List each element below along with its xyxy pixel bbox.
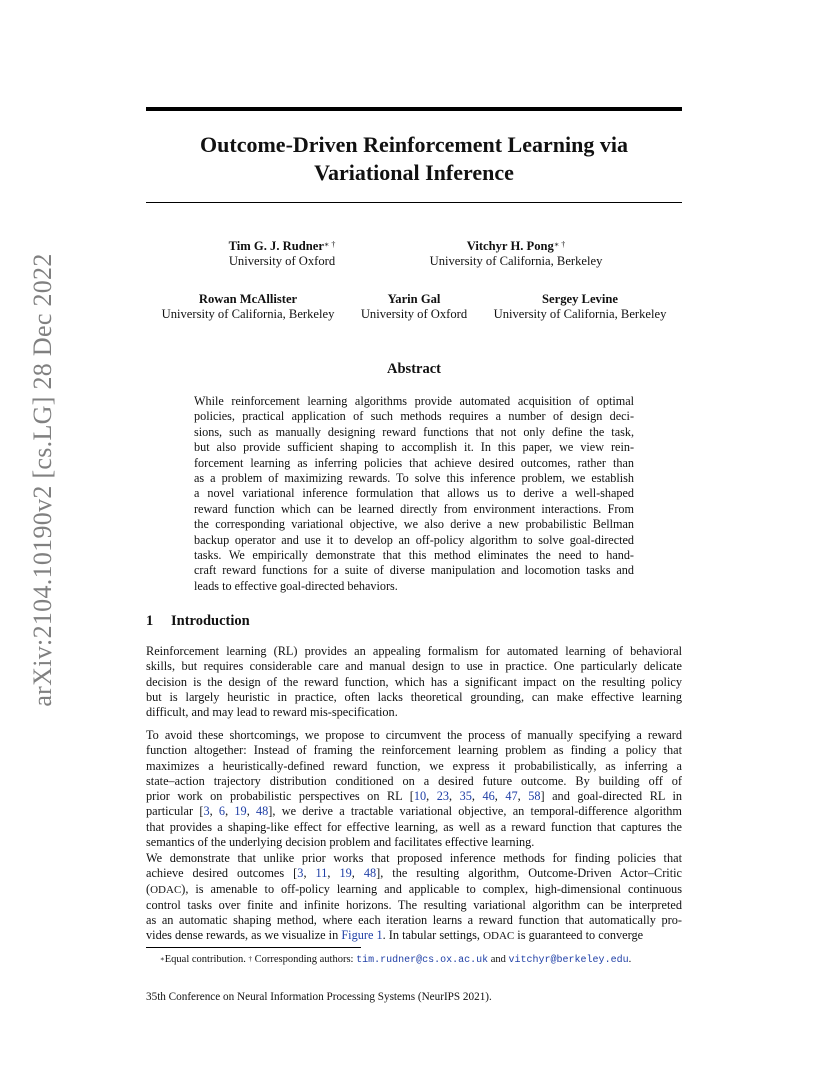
text-line: While reinforcement learning algorithms provide automated acquisition of optimal [194, 394, 634, 408]
title-line-1: Outcome-Driven Reinforcement Learning via [200, 132, 628, 157]
author-affiliation: University of Oxford [360, 307, 468, 321]
author-name: Tim G. J. Rudner∗ † [228, 239, 336, 253]
paper-title [146, 131, 682, 187]
text-line: leads to effective goal-directed behaviors. [194, 578, 398, 593]
text-line: vides dense rewards, as we visualize in Figure 1. In tabular settings, ODAC is guaranteed to converge [146, 928, 644, 943]
text-line: but also provide sufficient shaping to accomplish it. In this paper, we view rein- [194, 440, 634, 455]
title-top-rule [146, 107, 682, 111]
text-line: difficult, and may lead to reward mis-specification. [146, 705, 398, 720]
author-affiliation: University of California, Berkeley [161, 307, 335, 321]
text-line: reward function which can be learned directly from environment interactions. From [194, 501, 634, 516]
text-line: tasks. We empirically demonstrate that this method eliminates the need to hand- [194, 548, 634, 563]
text-line: a novel variational inference formulation that allows us to derive a well-shaped [194, 486, 634, 501]
text-line: achieve desired outcomes [3, 11, 19, 48], the resulting algorithm, Outcome-Driven Actor–Critic [146, 866, 682, 881]
text-line: backup operator and use it to develop an off-policy algorithm to solve goal-directed [194, 532, 634, 547]
text-line: state–action trajectory distribution conditioned on a desired future outcome. By building off of [146, 773, 682, 788]
text-line: that provides a shaping-like effect for effective learning, as well as a reward function that captures the [146, 819, 682, 834]
text-line: skills, but requires considerable care and manual design to use in practice. One particularly delicate [146, 659, 682, 674]
section-number: 1 [146, 613, 154, 629]
text-line: We demonstrate that unlike prior works that proposed inference methods for finding policies that [146, 851, 682, 865]
text-line: but is largely heuristic in practice, often lacks theoretical grounding, can make effective learning [146, 689, 682, 704]
footnote-rule [146, 947, 361, 948]
text-line: semantics of the underlying decision problem and facilitates effective learning. [146, 835, 535, 850]
paragraph [146, 728, 682, 850]
abstract-heading: Abstract [387, 361, 441, 377]
email-link[interactable]: tim.rudner@cs.ox.ac.uk [356, 955, 489, 966]
author-block [482, 292, 678, 322]
text-line: the corresponding variational objective, we also derive a new probabilistic Bellman [194, 517, 634, 532]
abstract-body [194, 394, 634, 594]
text-line: policies, practical application of such methods requires a number of design deci- [194, 409, 634, 424]
author-block [216, 239, 348, 269]
author-block [418, 239, 614, 269]
author-name: Vitchyr H. Pong∗ † [466, 239, 566, 253]
text-line: To avoid these shortcomings, we propose to circumvent the process of manually specifying a reward [146, 728, 682, 742]
text-line: as a problem of maximizing rewards. To solve this inference problem, we establish [194, 471, 634, 486]
author-name: Rowan McAllister [198, 292, 298, 306]
author-affiliation: University of Oxford [228, 254, 336, 268]
text-line: craft reward functions for a suite of diverse manipulation and locomotion tasks and [194, 563, 634, 578]
text-line: control tasks over finite and infinite horizons. The resulting variational algorithm can be interpreted [146, 897, 682, 912]
paragraph [146, 644, 682, 720]
author-affiliation: University of California, Berkeley [429, 254, 603, 268]
arxiv-stamp: arXiv:2104.10190v2 [cs.LG] 28 Dec 2022 [28, 253, 57, 707]
text-line: prior work on probabilistic perspectives on RL [10, 23, 35, 46, 47, 58] and goal-directed RL in [146, 789, 682, 804]
section-heading [146, 613, 250, 630]
text-line: sions, such as manually designing reward functions that not only define the task, [194, 424, 634, 439]
text-line: forcement learning as inferring policies that achieve desired outcomes, rather than [194, 455, 634, 470]
text-line: (ODAC), is amenable to off-policy learning and applicable to complex, high-dimensional continuous [146, 881, 682, 896]
text-line: function altogether: Instead of framing the reinforcement learning problem as finding a policy that [146, 743, 682, 758]
paragraph [146, 851, 682, 945]
section-title: Introduction [171, 613, 250, 629]
author-name: Sergey Levine [542, 292, 618, 306]
author-block [352, 292, 476, 322]
email-link[interactable]: vitchyr@berkeley.edu [508, 955, 629, 966]
text-line: particular [3, 6, 19, 48], we derive a tractable variational objective, an temporal-difference algorithm [146, 804, 682, 819]
footnote: ∗Equal contribution. † Corresponding authors: tim.rudner@cs.ox.ac.uk and vitchyr@berkeley.edu. [160, 954, 632, 966]
author-block [150, 292, 346, 322]
author-name: Yarin Gal [387, 292, 441, 306]
text-line: decision is the design of the reward function, which has a significant impact on the resulting policy [146, 674, 682, 689]
text-line: maximizes a heuristically-defined reward function, we express it probabilistically, as inferring a [146, 758, 682, 773]
title-bottom-rule [146, 202, 682, 203]
author-affiliation: University of California, Berkeley [493, 307, 667, 321]
title-line-2: Variational Inference [314, 160, 514, 185]
text-line: as an automatic shaping method, where each iteration learns a reward function that automatically pro- [146, 913, 682, 928]
venue-note: 35th Conference on Neural Information Processing Systems (NeurIPS 2021). [146, 991, 492, 1003]
text-line: Reinforcement learning (RL) provides an appealing formalism for automated learning of behavioral [146, 644, 682, 658]
